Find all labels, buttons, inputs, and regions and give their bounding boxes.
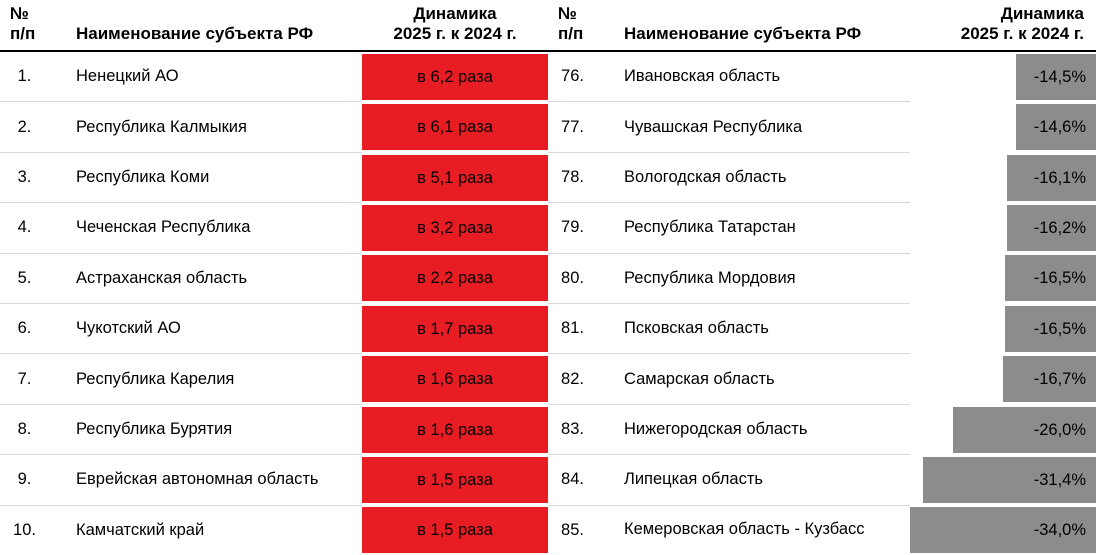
bar-cell-left [362,304,548,354]
header-rank-left-line2: п/п [10,24,36,44]
growth-value: в 1,7 раза [417,319,493,338]
decline-value: -16,5% [1033,269,1086,288]
rank-left: 1. [0,51,62,102]
subject-right: Ивановская область [610,51,910,102]
subject-left: Чукотский АО [62,304,362,354]
bar-cell-right [910,455,1096,505]
rank-right: 80. [548,253,610,303]
subject-left: Еврейская автономная область [62,455,362,505]
bar-cell-left [362,152,548,202]
rank-right: 76. [548,51,610,102]
bar-cell-right [910,51,1096,102]
decline-value: -16,7% [1033,370,1086,389]
growth-value: в 1,6 раза [417,420,493,439]
decline-value: -16,5% [1033,319,1086,338]
bar-cell-right [910,203,1096,253]
decline-value: -26,0% [1033,420,1086,439]
rank-left: 7. [0,354,62,404]
header-dynamics-right [910,0,1096,51]
rank-left: 9. [0,455,62,505]
subject-left: Чеченская Республика [62,203,362,253]
decline-value: -16,2% [1033,218,1086,237]
header-dynamics-left-line2: 2025 г. к 2024 г. [393,24,517,44]
subject-left: Камчатский край [76,520,205,539]
rank-left: 3. [0,152,62,202]
subject-right: Республика Мордовия [610,253,910,303]
growth-value: в 6,1 раза [417,118,493,137]
growth-value: в 2,2 раза [417,269,493,288]
subject-right: Нижегородская область [610,404,910,454]
rank-right: 81. [548,304,610,354]
subject-left: Республика Карелия [62,354,362,404]
table-row [0,505,1096,555]
subject-left: Ненецкий АО [62,51,362,102]
decline-value: -16,1% [1033,168,1086,187]
table-row [0,253,1096,303]
table-header [0,0,1096,51]
header-dynamics-right-line2: 2025 г. к 2024 г. [960,24,1084,44]
rank-left: 2. [0,102,62,152]
table-row [0,404,1096,454]
subject-left: Республика Калмыкия [62,102,362,152]
growth-value: в 6,2 раза [417,67,493,86]
subject-right: Липецкая область [610,455,910,505]
table-row [0,203,1096,253]
bar-cell-right [910,354,1096,404]
bar-cell-left [362,102,548,152]
rank-left: 8. [0,404,62,454]
rank-right: 77. [548,102,610,152]
bar-cell-left [362,354,548,404]
bar-cell-right [910,253,1096,303]
decline-value: -34,0% [1033,521,1086,540]
rank-right: 85. [561,520,584,539]
rank-right: 78. [548,152,610,202]
rank-left: 10. [13,520,36,539]
bar-cell-left [362,505,548,555]
rank-left: 6. [0,304,62,354]
subject-right: Самарская область [610,354,910,404]
header-rank-left-line1: № [10,4,29,23]
subject-right: Кемеровская область - Кузбасс [624,520,865,539]
header-rank-left [0,0,62,51]
subject-right: Вологодская область [610,152,910,202]
bar-cell-left [362,455,548,505]
subject-left: Республика Бурятия [62,404,362,454]
subject-right: Псковская область [610,304,910,354]
header-dynamics-left-line1: Динамика [413,4,497,23]
growth-value: в 3,2 раза [417,218,493,237]
bar-cell-right [910,304,1096,354]
header-dynamics-left [362,0,548,51]
decline-value: -14,6% [1033,118,1086,137]
growth-value: в 1,5 раза [417,470,493,489]
header-dynamics-right-line1: Динамика [1000,4,1084,23]
rank-left: 4. [0,203,62,253]
bar-cell-left [362,203,548,253]
growth-value: в 5,1 раза [417,168,493,187]
bar-cell-right [910,505,1096,555]
rank-right: 83. [548,404,610,454]
subject-left: Республика Коми [62,152,362,202]
header-rank-right [548,0,610,51]
header-rank-right-line1: № [558,4,577,23]
bar-cell-right [910,404,1096,454]
subject-left: Астраханская область [62,253,362,303]
table-row [0,102,1096,152]
rank-right: 82. [548,354,610,404]
rank-right: 84. [548,455,610,505]
bar-cell-left [362,51,548,102]
subject-right: Республика Татарстан [610,203,910,253]
growth-value: в 1,6 раза [417,370,493,389]
header-subject-left: Наименование субъекта РФ [62,0,362,51]
table-row [0,455,1096,505]
bar-cell-left [362,253,548,303]
decline-value: -31,4% [1033,470,1086,489]
table-row [0,152,1096,202]
rank-right: 79. [548,203,610,253]
table-row [0,304,1096,354]
subject-right: Чувашская Республика [610,102,910,152]
bar-cell-left [362,404,548,454]
table-row [0,51,1096,102]
table-row [0,354,1096,404]
decline-value: -14,5% [1033,67,1086,86]
bar-cell-right [910,152,1096,202]
header-rank-right-line2: п/п [558,24,584,44]
rank-left: 5. [0,253,62,303]
bar-cell-right [910,102,1096,152]
growth-value: в 1,5 раза [417,521,493,540]
header-subject-right: Наименование субъекта РФ [610,0,910,51]
table-body [0,51,1096,555]
